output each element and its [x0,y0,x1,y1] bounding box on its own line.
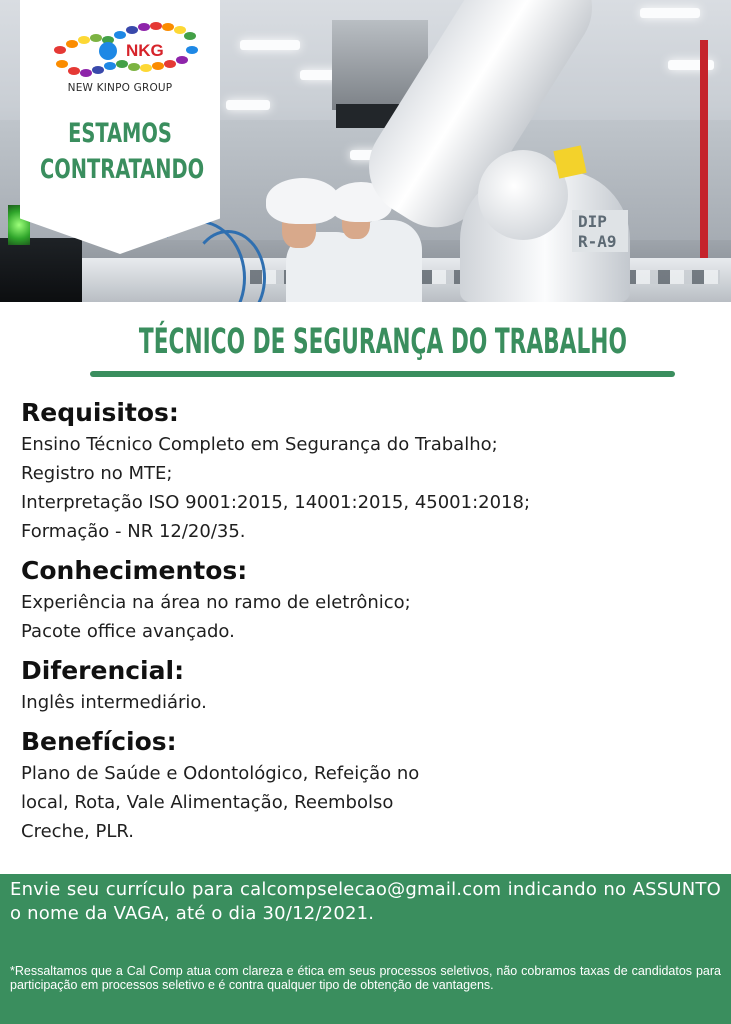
requirement-line: Ensino Técnico Completo em Segurança do Trabalho; [21,434,498,455]
warning-sticker-icon [553,145,586,178]
worker-1-cap [266,178,340,224]
dip-sign-line2: R-A9 [578,232,617,251]
section-heading: Benefícios: [21,727,177,756]
logo-blue-circle [99,42,117,60]
section-requisitos [21,396,621,546]
robot-joint [478,150,568,240]
section-heading: Requisitos: [21,398,179,427]
section-conhecimentos [21,554,621,646]
logo-text: NKG [126,41,164,60]
dip-sign-line1: DIP [578,212,607,231]
hiring-line-1: ESTAMOS [68,118,172,149]
title-underline [90,371,675,377]
requirement-line: Registro no MTE; [21,463,173,484]
knowledge-line: Experiência na área no ramo de eletrônico; [21,592,411,613]
requirement-line: Formação - NR 12/20/35. [21,521,246,542]
job-details [21,396,621,854]
application-instructions: Envie seu currículo para calcompselecao@gmail.com indicando no ASSUNTO o nome da VAGA, até o dia 30/12/2021. [10,879,721,924]
dip-sign [572,210,628,252]
section-diferencial [21,654,621,717]
hiring-headline [40,116,205,188]
section-beneficios [21,725,621,846]
ceiling-light [640,8,700,18]
section-heading: Conhecimentos: [21,556,248,585]
section-heading: Diferencial: [21,656,185,685]
ceiling-light [240,40,300,50]
dark-machine [0,238,82,302]
benefits-text: Plano de Saúde e Odontológico, Refeição no local, Rota, Vale Alimentação, Reembolso Creche, PLR. [21,763,420,842]
knowledge-line: Pacote office avançado. [21,621,235,642]
ceiling-light [226,100,270,110]
red-pole [700,40,708,260]
disclaimer-note: *Ressaltamos que a Cal Comp atua com clareza e ética em seus processos seletivos, não cobramos taxas de candidatos para participação em processos seletivo e é contra qualquer tipo de obtenção de vantagens. [10,964,721,992]
footer-banner [0,874,731,1024]
requirement-line: Interpretação ISO 9001:2015, 14001:2015, 45001:2018; [21,492,531,513]
company-name: NEW KINPO GROUP [67,82,173,94]
hiring-line-2: CONTRATANDO [40,154,205,185]
nkg-logo-icon [42,20,200,80]
job-title: TÉCNICO DE SEGURANÇA DO TRABALHO [138,322,627,362]
differential-line: Inglês intermediário. [21,692,207,713]
